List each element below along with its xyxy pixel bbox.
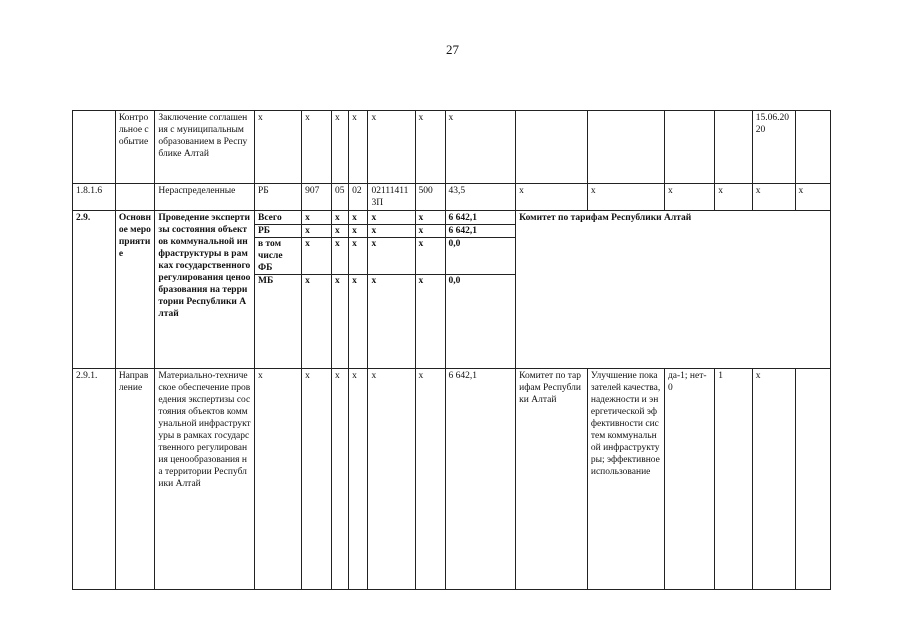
type-cell: Контрольное событие — [115, 111, 155, 184]
sub-grbs: х — [305, 276, 310, 286]
source-cell — [254, 211, 301, 369]
sub-rz: х — [335, 276, 340, 286]
source-cell: х — [254, 369, 301, 590]
rz-cell — [332, 211, 349, 369]
sub-grbs: х — [302, 238, 331, 275]
fact-cell: 1 — [715, 369, 752, 590]
sub-vr: х — [418, 276, 424, 286]
table-row — [73, 211, 831, 369]
sub-vr: х — [416, 225, 445, 238]
sub-csr: х — [368, 212, 414, 225]
name-cell: Материально-техническое обеспечение проведения экспертизы состояния объектов коммунальной инфраструктуры в рамках государственного регулирования ценообразования на территории Республики Алтай — [155, 369, 255, 590]
sub-vr: х — [416, 212, 445, 225]
sub-rz: х — [332, 238, 348, 275]
type-cell — [115, 184, 155, 211]
type-cell: Основное мероприятие — [115, 211, 155, 369]
pr-cell: х — [349, 111, 368, 184]
date-cell: х — [752, 369, 795, 590]
sub-pr: х — [352, 276, 357, 286]
pr-cell: х — [349, 369, 368, 590]
sub-source: МБ — [257, 276, 274, 286]
name-cell: Нераспределенные — [155, 184, 255, 211]
last-cell — [795, 369, 830, 590]
sub-csr: х — [368, 238, 414, 275]
code-cell — [73, 111, 116, 184]
sub-csr: х — [371, 276, 377, 286]
rz-cell: х — [332, 111, 349, 184]
vr-cell: х — [415, 369, 445, 590]
executor-cell: Комитет по тарифам Республики Алтай — [516, 211, 831, 369]
sub-rz: х — [332, 212, 348, 225]
budget-table — [72, 110, 831, 590]
table-row — [73, 184, 831, 211]
code-cell: 1.8.1.6 — [73, 184, 116, 211]
sub-amount: 6 642,1 — [446, 212, 516, 225]
indicator-cell — [587, 111, 664, 184]
sub-rz: х — [332, 225, 348, 238]
sub-vr: х — [416, 238, 445, 275]
grbs-cell: х — [302, 111, 332, 184]
grbs-cell — [302, 211, 332, 369]
grbs-cell: х — [302, 369, 332, 590]
rz-cell: 05 — [332, 184, 349, 211]
pr-cell — [349, 211, 368, 369]
plan-cell: х — [664, 184, 714, 211]
sub-source: в том числе ФБ — [255, 238, 301, 275]
sub-amount: 0,0 — [446, 238, 516, 275]
type-cell: Направление — [115, 369, 155, 590]
sub-grbs: х — [302, 212, 331, 225]
code-cell: 2.9. — [73, 211, 116, 369]
vr-cell: 500 — [415, 184, 445, 211]
last-cell: х — [795, 184, 830, 211]
code-cell: 2.9.1. — [73, 369, 116, 590]
sub-source: РБ — [255, 225, 301, 238]
csr-cell: х — [368, 111, 415, 184]
amount-cell: 6 642,1 — [445, 369, 516, 590]
sub-amount: 6 642,1 — [446, 225, 516, 238]
fact-cell: х — [715, 184, 752, 211]
sub-pr: х — [349, 212, 367, 225]
table-row — [73, 111, 831, 184]
grbs-cell: 907 — [302, 184, 332, 211]
page-number: 27 — [446, 42, 459, 57]
date-cell: х — [752, 184, 795, 211]
indicator-cell: Улучшение показателей качества, надежности и энергетической эффективности систем коммунальной инфраструктуры; эффективное использование — [587, 369, 664, 590]
sub-pr: х — [349, 225, 367, 238]
name-cell: Проведение экспертизы состояния объектов коммунальной инфраструктуры в рамках государственного регулирования ценообразования на территории Республики Алтай — [155, 211, 255, 369]
pr-cell: 02 — [349, 184, 368, 211]
vr-cell — [415, 211, 445, 369]
csr-cell — [368, 211, 415, 369]
last-cell — [795, 111, 830, 184]
amount-cell: 43,5 — [445, 184, 516, 211]
sub-pr: х — [349, 238, 367, 275]
csr-cell: 021114113П — [368, 184, 415, 211]
plan-cell: да-1; нет-0 — [664, 369, 714, 590]
date-cell: 15.06.2020 — [752, 111, 795, 184]
name-cell: Заключение соглашения с муниципальным образованием в Республике Алтай — [155, 111, 255, 184]
source-cell: РБ — [254, 184, 301, 211]
csr-cell: х — [368, 369, 415, 590]
source-cell: х — [254, 111, 301, 184]
executor-cell: Комитет по тарифам Республики Алтай — [516, 369, 588, 590]
indicator-cell: х — [587, 184, 664, 211]
table-row — [73, 369, 831, 590]
sub-amount: 0,0 — [448, 276, 461, 286]
plan-cell — [664, 111, 714, 184]
sub-grbs: х — [302, 225, 331, 238]
rz-cell: х — [332, 369, 349, 590]
sub-csr: х — [368, 225, 414, 238]
executor-cell: х — [516, 184, 588, 211]
executor-cell — [516, 111, 588, 184]
fact-cell — [715, 111, 752, 184]
amount-cell — [445, 211, 516, 369]
amount-cell: х — [445, 111, 516, 184]
sub-source: Всего — [255, 212, 301, 225]
vr-cell: х — [415, 111, 445, 184]
